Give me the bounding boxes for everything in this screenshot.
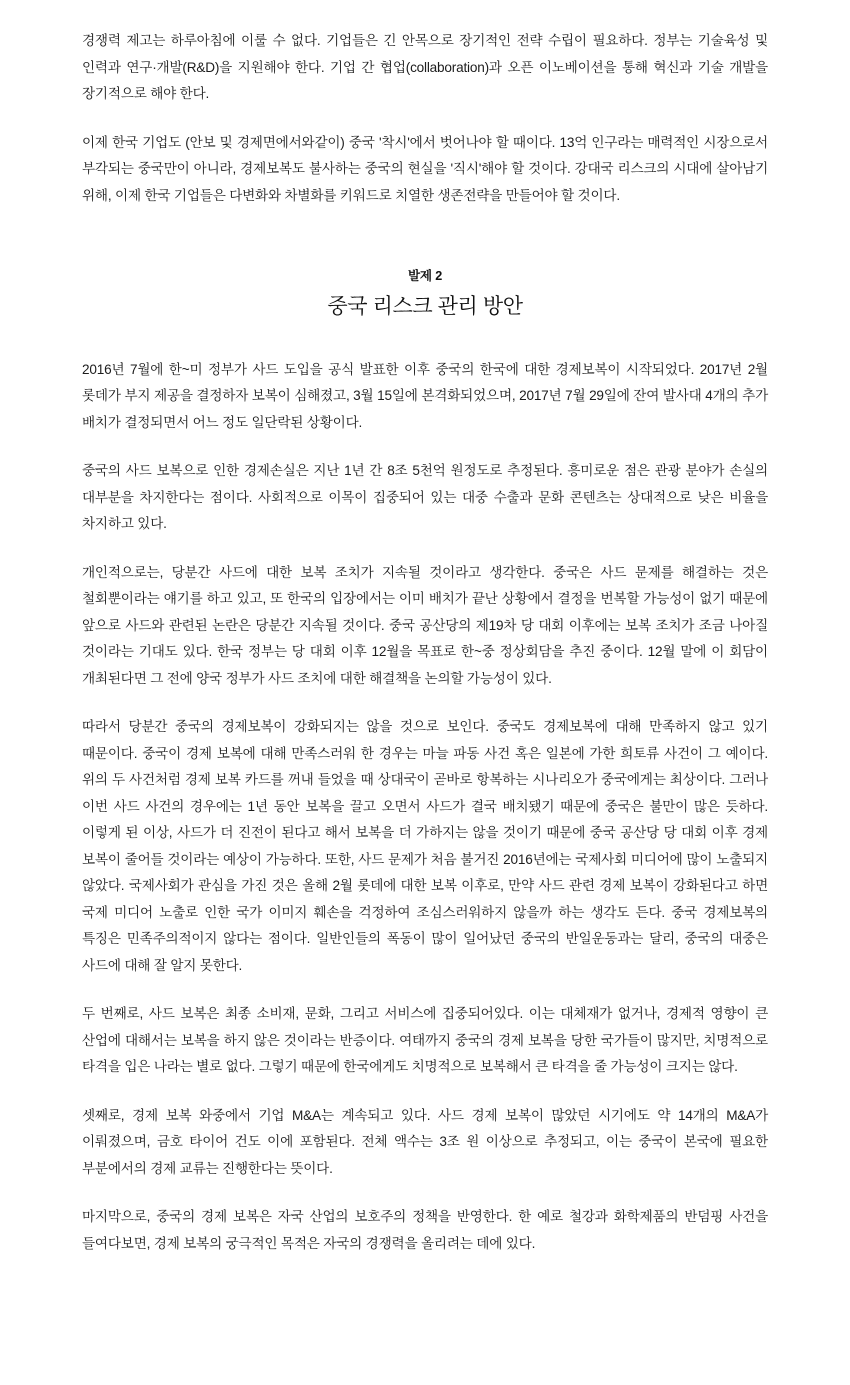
paragraph: 셋째로, 경제 보복 와중에서 기업 M&A는 계속되고 있다. 사드 경제 보복이 많았던 시기에도 약 14개의 M&A가 이뤄졌으며, 금호 타이어 건도 이에 포함된다. 전체 액수는 3조 원 이상으로 추정되고, 이는 중국이 본국에 필요한 부분에서의 경제 교류는 진행한다는 뜻이다. bbox=[82, 1107, 768, 1176]
section-title: 중국 리스크 관리 방안 bbox=[327, 294, 523, 318]
paragraph: 개인적으로는, 당분간 사드에 대한 보복 조치가 지속될 것이라고 생각한다. 중국은 사드 문제를 해결하는 것은 철회뿐이라는 얘기를 하고 있고, 또 한국의 입장에서는 이미 배치가 끝난 상황에서 결정을 번복할 가능성이 없기 때문에 앞으로 사드와 관련된 논란은 당분간 지속될 것이다. 중국 공산당의 제19차 당 대회 이후에는 보복 조치가 조금 나아질 것이라는 기대도 있다. 한국 정부는 당 대회 이후 12월을 목표로 한~중 정상회담을 추진 중이다. 12월 말에 이 회담이 개최된다면 그 전에 양국 정부가 사드 조치에 대한 해결책을 논의할 가능성이 있다. bbox=[82, 564, 768, 686]
intro-section bbox=[82, 28, 768, 209]
section-body bbox=[82, 357, 768, 1258]
paragraph: 경쟁력 제고는 하루아침에 이룰 수 없다. 기업들은 긴 안목으로 장기적인 전략 수립이 필요하다. 정부는 기술육성 및 인력과 연구·개발(R&D)을 지원해야 한다. 기업 간 협업(collaboration)과 오픈 이노베이션을 통해 혁신과 기술 개발을 장기적으로 해야 한다. bbox=[82, 33, 768, 101]
paragraph: 마지막으로, 중국의 경제 보복은 자국 산업의 보호주의 정책을 반영한다. 한 예로 철강과 화학제품의 반덤핑 사건을 들여다보면, 경제 보복의 궁극적인 목적은 자국의 경쟁력을 올리려는 데에 있다. bbox=[82, 1209, 768, 1251]
section-spacer bbox=[82, 209, 768, 265]
title-gap bbox=[82, 331, 768, 357]
paragraph: 따라서 당분간 중국의 경제보복이 강화되지는 않을 것으로 보인다. 중국도 경제보복에 대해 만족하지 않고 있기 때문이다. 중국이 경제 보복에 대해 만족스러워 한 경우는 마늘 파동 사건 혹은 일본에 가한 희토류 사건이 그 예이다. 위의 두 사건처럼 경제 보복 카드를 꺼내 들었을 때 상대국이 곧바로 항복하는 시나리오가 중국에게는 최상이다. 그러나 이번 사드 사건의 경우에는 1년 동안 보복을 끌고 오면서 사드가 결국 배치됐기 때문에 중국은 불만이 많은 듯하다. 이렇게 된 이상, 사드가 더 진전이 된다고 해서 보복을 더 가하지는 않을 것이기 때문에 중국 공산당 당 대회 이후 경제 보복이 줄어들 것이라는 예상이 가능하다. 또한, 사드 문제가 처음 불거진 2016년에는 국제사회 미디어에 많이 노출되지 않았다. 국제사회가 관심을 가진 것은 올해 2월 롯데에 대한 보복 이후로, 만약 사드 관련 경제 보복이 강화된다고 하면 국제 미디어 노출로 인한 국가 이미지 훼손을 걱정하여 조심스러워하지 않을까 하는 생각도 든다. 중국 경제보복의 특징은 민족주의적이지 않다는 점이다. 일반인들의 폭동이 많이 일어났던 중국의 반일운동과는 달리, 중국의 대중은 사드에 대해 잘 알지 못한다. bbox=[82, 719, 768, 973]
section-kicker: 발제 2 bbox=[407, 269, 443, 283]
paragraph: 중국의 사드 보복으로 인한 경제손실은 지난 1년 간 8조 5천억 원정도로 추정된다. 흥미로운 점은 관광 분야가 손실의 대부분을 차지한다는 점이다. 사회적으로 이목이 집중되어 있는 대중 수출과 문화 콘텐츠는 상대적으로 낮은 비율을 차지하고 있다. bbox=[82, 463, 768, 532]
paragraph: 이제 한국 기업도 (안보 및 경제면에서와같이) 중국 '착시'에서 벗어나야 할 때이다. 13억 인구라는 매력적인 시장으로서 부각되는 중국만이 아니라, 경제보복도 불사하는 중국의 현실을 '직시'해야 할 것이다. 강대국 리스크의 시대에 살아남기 위해, 이제 한국 기업들은 다변화와 차별화를 키워드로 치열한 생존전략을 만들어야 할 것이다. bbox=[82, 134, 768, 203]
section-heading bbox=[82, 265, 768, 325]
paragraph: 두 번째로, 사드 보복은 최종 소비재, 문화, 그리고 서비스에 집중되어있다. 이는 대체재가 없거나, 경제적 영향이 큰 산업에 대해서는 보복을 하지 않은 것이라는 반증이다. 여태까지 중국의 경제 보복을 당한 국가들이 많지만, 치명적으로 타격을 입은 나라는 별로 없다. 그렇기 때문에 한국에게도 치명적으로 보복해서 큰 타격을 줄 가능성이 크지는 않다. bbox=[82, 1006, 768, 1075]
paragraph: 2016년 7월에 한~미 정부가 사드 도입을 공식 발표한 이후 중국의 한국에 대한 경제보복이 시작되었다. 2017년 2월 롯데가 부지 제공을 결정하자 보복이 심해졌고, 3월 15일에 본격화되었으며, 2017년 7월 29일에 잔여 발사대 4개의 추가 배치가 결정되면서 어느 정도 일단락된 상황이다. bbox=[82, 361, 768, 430]
